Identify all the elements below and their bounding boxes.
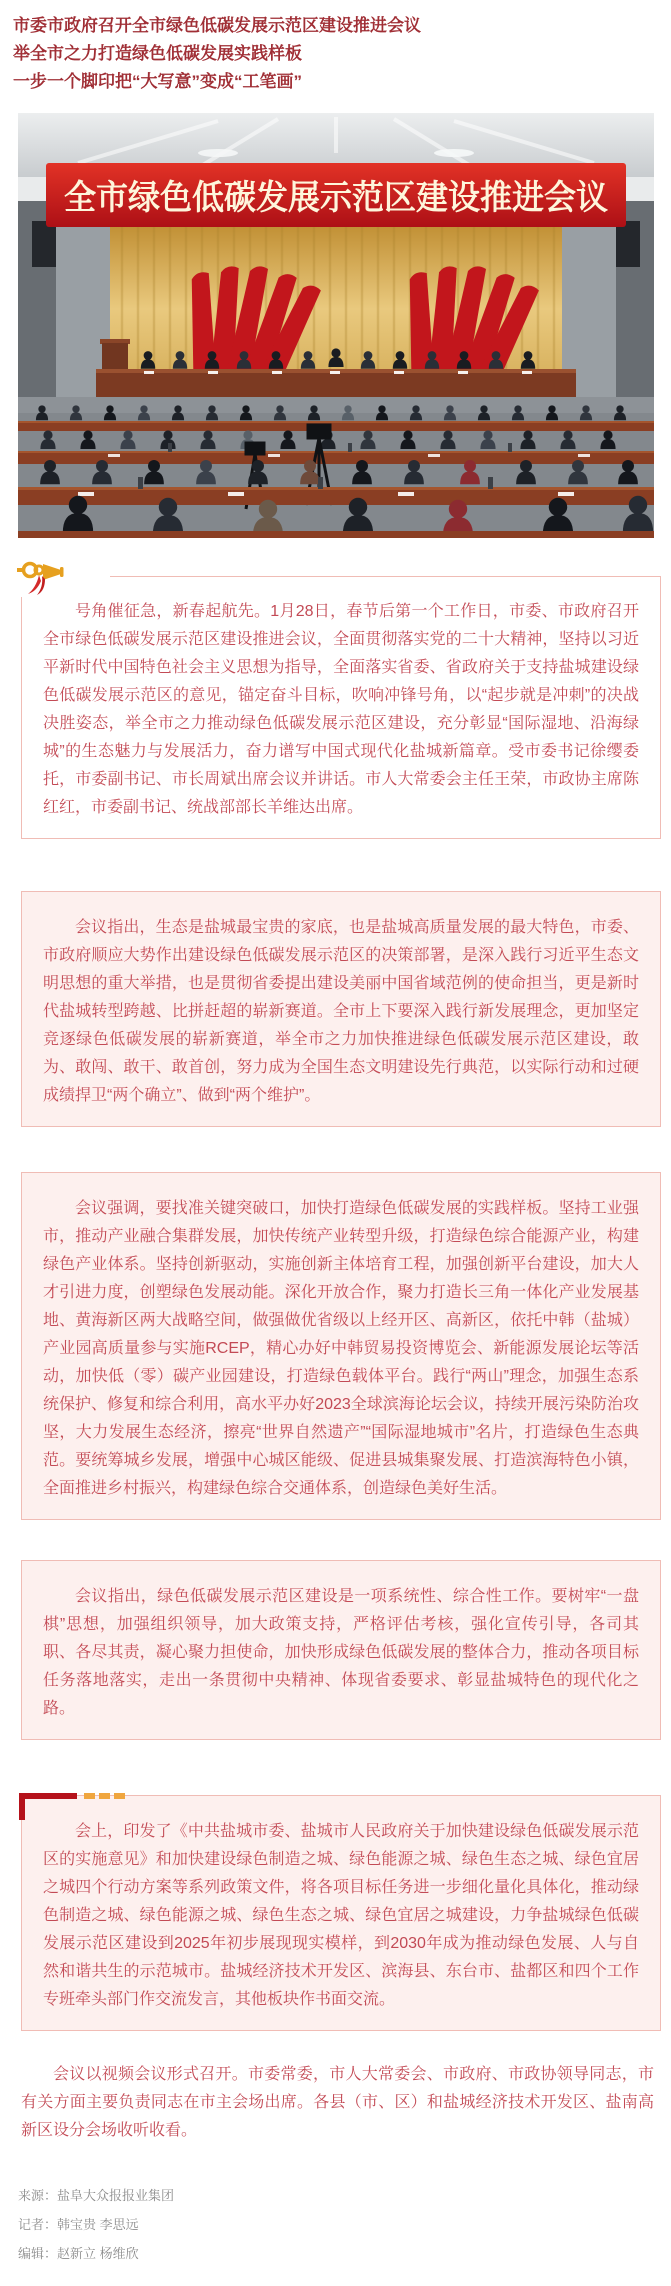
headline-line-2: 举全市之力打造绿色低碳发展实践样板	[13, 44, 302, 63]
paragraph-box-1	[21, 576, 661, 839]
paragraph-text: 会上，印发了《中共盐城市委、盐城市人民政府关于加快建设绿色低碳发展示范区的实施意见》和加快建设绿色制造之城、绿色能源之城、绿色生态之城、绿色宜居之城四个行动方案等系列政策文件，将各项目标任务进一步细化量化具体化，推动绿色制造之城、绿色能源之城、绿色生态之城、绿色宜居之城建设，力争盐城绿色低碳发展示范区建设到2025年初步展现现实模样，到2030年成为推动绿色发展、人与自然和谐共生的示范城市。盐城经济技术开发区、滨海县、东台市、盐都区和四个工作专班牵头部门作交流发言，其他板块作书面交流。	[43, 1823, 639, 2008]
paragraph-box-5	[21, 1795, 661, 2031]
headline-line-3: 一步一个脚印把“大写意”变成“工笔画”	[13, 72, 302, 91]
paragraph-text: 会议指出，绿色低碳发展示范区建设是一项系统性、综合性工作。要树牢“一盘棋”思想，加强组织领导，加大政策支持，严格评估考核，强化宣传引导，各司其职、各尽其责，凝心聚力担使命，加快形成绿色低碳发展的整体合力，推动各项目标任务落地落实，走出一条贯彻中央精神、体现省委要求、彰显盐城特色的现代化之路。	[43, 1588, 639, 1717]
corner-accent-horizontal	[19, 1793, 77, 1799]
banner-text: 全市绿色低碳发展示范区建设推进会议	[64, 179, 608, 217]
footer-reporter: 记者：韩宝贵 李思远	[18, 2217, 139, 2232]
closing-paragraph: 会议以视频会议形式召开。市委常委，市人大常委会、市政府、市政协领导同志，市有关方面主要负责同志在市主会场出席。各县（市、区）和盐城经济技术开发区、盐南高新区设分会场收听收看。	[21, 2066, 654, 2139]
corner-accent-dash	[99, 1793, 110, 1799]
paragraph-box-2	[21, 891, 661, 1127]
paragraph-text: 会议强调，要找准关键突破口，加快打造绿色低碳发展的实践样板。坚持工业强市，推动产业融合集群发展，加快传统产业转型升级，打造绿色综合能源产业，构建绿色产业体系。坚持创新驱动，实施创新主体培育工程，加强创新平台建设，加大人才引进力度，创塑绿色发展动能。深化开放合作，聚力打造长三角一体化产业发展基地、黄海新区两大战略空间，做强做优省级以上经开区、高新区，依托中韩（盐城）产业园高质量参与实施RCEP，精心办好中韩贸易投资博览会、新能源发展论坛等活动，加快低（零）碳产业园建设，打造绿色载体平台。践行“两山”理念，加强生态系统保护、修复和综合利用，高水平办好2023全球滨海论坛会议，持续开展污染防治攻坚，大力发展生态经济，擦亮“世界自然遗产”“国际湿地城市”名片，打造绿色生态典范。要统筹城乡发展，增强中心城区能级、促进县城集聚发展、打造滨海特色小镇，全面推进乡村振兴，构建绿色综合交通体系，创造绿色美好生活。	[43, 1200, 639, 1497]
footer-editor: 编辑：赵新立 杨维欣	[18, 2246, 139, 2261]
article-headline	[0, 0, 671, 96]
headline-line-1: 市委市政府召开全市绿色低碳发展示范区建设推进会议	[13, 16, 421, 35]
paragraph-box-3	[21, 1172, 661, 1520]
paragraph-text: 会议指出，生态是盐城最宝贵的家底，也是盐城高质量发展的最大特色，市委、市政府顺应大势作出建设绿色低碳发展示范区的决策部署，是深入践行习近平生态文明思想的重大举措，也是贯彻省委提出建设美丽中国省域范例的使命担当，更是新时代盐城转型跨越、比拼赶超的崭新赛道。全市上下要深入践行新发展理念，更加坚定竞逐绿色低碳发展的崭新赛道，举全市之力加快推进绿色低碳发展示范区建设，敢为、敢闯、敢干、敢首创，努力成为全国生态文明建设先行典范，以实际行动和过硬成绩捍卫“两个确立”、做到“两个维护”。	[43, 919, 639, 1104]
footer-source: 来源：盐阜大众报报业集团	[18, 2188, 175, 2203]
corner-accent-dash	[84, 1793, 95, 1799]
corner-accent-dash	[114, 1793, 125, 1799]
conference-photo[interactable]	[18, 113, 654, 538]
article-body	[0, 576, 671, 2286]
paragraph-text: 号角催征急，新春起航先。1月28日，春节后第一个工作日，市委、市政府召开全市绿色低碳发展示范区建设推进会议，全面贯彻落实党的二十大精神，坚持以习近平新时代中国特色社会主义思想为指导，全面落实省委、省政府关于支持盐城建设绿色低碳发展示范区的意见，锚定奋斗目标，吹响冲锋号角，以“起步就是冲刺”的决战决胜姿态，举全市之力推动绿色低碳发展示范区建设，充分彰显“国际湿地、沿海绿城”的生态魅力与发展活力，奋力谱写中国式现代化盐城新篇章。受市委书记徐缨委托，市委副书记、市长周斌出席会议并讲话。市人大常委会主任王荣，市政协主席陈红红，市委副书记、统战部部长羊维达出席。	[43, 603, 639, 816]
horn-icon	[17, 561, 67, 597]
article-footer	[18, 2181, 671, 2286]
paragraph-box-4	[21, 1560, 661, 1740]
corner-accent-vertical	[19, 1793, 25, 1820]
conference-photo-art	[18, 113, 654, 538]
